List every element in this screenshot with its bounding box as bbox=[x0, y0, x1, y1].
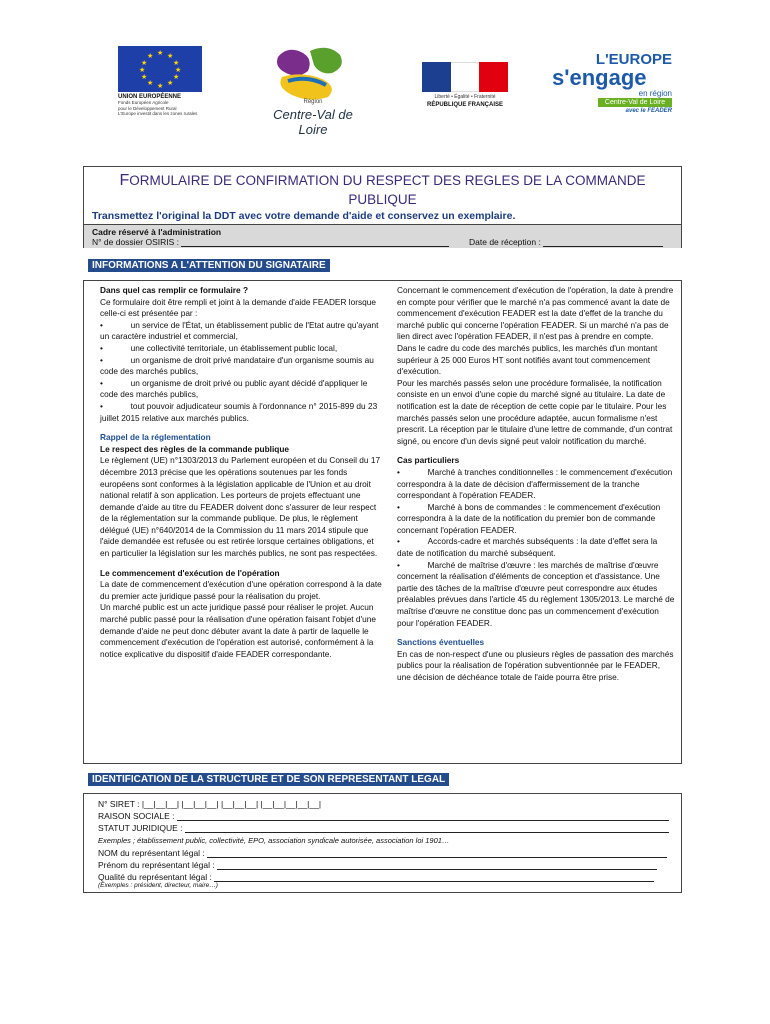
statut-row bbox=[98, 823, 669, 833]
admin-reserved-area bbox=[84, 224, 681, 248]
q-title: Dans quel cas remplir ce formulaire ? bbox=[100, 285, 249, 295]
french-flag-icon bbox=[422, 62, 508, 92]
cp-bullet-4: • Marché de maîtrise d'œuvre : les marchés de maîtrise d'œuvre concernent la réalisation d'éléments de conception et d'assistance. Une partie des tâches de la maîtrise d'œuvre peut correspondre aux études préalables prévues dans l'article 45 du règlement 1305/2013. Le marché de maîtrise d'œuvre ne constitue donc pas un commencement d'exécution pour l'opération FEADER. bbox=[397, 559, 675, 628]
qualite-field[interactable] bbox=[214, 873, 654, 882]
q-bullet-1-text: un service de l'État, un établissement public de l'Etat autre qu'ayant un caractère industriel et commercial, bbox=[100, 319, 379, 342]
title-line2: PUBLIQUE bbox=[348, 192, 417, 207]
republic-name: RÉPUBLIQUE FRANÇAISE bbox=[426, 102, 503, 108]
title-line1: ORMULAIRE DE CONFIRMATION DU RESPECT DES REGLES DE LA COMMANDE bbox=[129, 173, 646, 188]
nom-label: NOM du représentant légal : bbox=[98, 848, 205, 858]
q-bullet-3: • un organisme de droit privé mandataire d'un organisme soumis au code des marchés publics, bbox=[100, 354, 374, 377]
form-subtitle: Transmettez l'original la DDT avec votre demande d'aide et conservez un exemplaire. bbox=[92, 210, 516, 222]
c-paragraph-2: Un marché public est un acte juridique passé pour réaliser le projet. Aucun marché public passé pour la réalisation d'une opération faisant l'objet d'une demande d'aide ne peut donc débuter avant la date à partir de laquelle le commencement d'exécution de l'opération est autorisé, conformément à la notice explicative du dispositif d'aide FEADER correspondante. bbox=[100, 602, 376, 659]
q-bullet-5-text: tout pouvoir adjudicateur soumis à l'ordonnance n° 2015-899 du 23 juillet 2015 relative aux marchés publics. bbox=[100, 400, 378, 423]
eu-sub2: pour le Développement Rural bbox=[118, 105, 177, 111]
s-paragraph: En cas de non-respect d'une ou plusieurs règles de passation des marchés publics pour la réalisation de l'opération subventionnée par le FEADER, une décision de déchéance totale de l'aide pourra être prise. bbox=[397, 648, 674, 682]
nom-row bbox=[98, 848, 667, 858]
engage-line1: L'EUROPE bbox=[595, 51, 672, 68]
r-p1: Concernant le commencement d'exécution de l'opération, la date à prendre en compte pour vérifier que le marché n'a pas commencé avant la date de commencement d'exécution FEADER est la date d'effet de la tranche du marché public qui concerne l'opération FEADER. Si un marché n'a pas de lien direct avec l'opération FEADER, il n'est pas à prendre en compte. bbox=[397, 285, 674, 342]
engage-line3: en région bbox=[638, 89, 672, 98]
form-title bbox=[84, 171, 681, 209]
r-title: Rappel de la réglementation bbox=[100, 432, 211, 443]
q-bullet-1: • un service de l'État, un établissement public de l'Etat autre qu'ayant un caractère industriel et commercial, bbox=[100, 319, 379, 342]
cp-bullet-2-text: Marché à bons de commandes : le commencement d'exécution correspondra à la date de la notification du premier bon de commande concernant l'opération FEADER. bbox=[397, 501, 661, 535]
q-bullet-5: • tout pouvoir adjudicateur soumis à l'ordonnance n° 2015-899 du 23 juillet 2015 relative aux marchés publics. bbox=[100, 400, 378, 423]
raison-row bbox=[98, 811, 669, 821]
osiris-row bbox=[92, 237, 449, 247]
eu-flag-icon: ★ ★ ★ ★ ★ ★ ★ ★ ★ ★ ★ ★ bbox=[118, 46, 202, 92]
eu-logo bbox=[118, 46, 204, 166]
info-heading: INFORMATIONS A L'ATTENTION DU SIGNATAIRE bbox=[88, 259, 330, 272]
q-bullet-2-text: une collectivité territoriale, un établissement public local, bbox=[130, 342, 338, 353]
reception-row bbox=[469, 237, 663, 247]
c-paragraph-1: La date de commencement d'exécution d'une opération correspond à la date du premier acte juridique passé pour la réalisation du projet. bbox=[100, 579, 382, 601]
republic-logo bbox=[422, 62, 508, 122]
c-title: Le commencement d'exécution de l'opération bbox=[100, 567, 280, 578]
eu-title: UNION EUROPÉENNE bbox=[118, 94, 182, 100]
statut-field[interactable] bbox=[185, 824, 669, 833]
identification-box bbox=[83, 793, 682, 893]
r-p3: Pour les marchés passés selon une procédure formalisée, la notification consiste en un envoi d'une copie du marché signé au titulaire. La date de notification est la date de réception de cette copie par le titulaire. Pour les marchés passés selon une procédure adaptée, aucun formalisme n'est prescrit. La réception par le titulaire d'une lettre de commande, d'un contrat signé, ou encore d'un devis signé peut valoir notification du marché. bbox=[397, 377, 673, 446]
region-small-label: Région bbox=[303, 99, 323, 105]
raison-label: RAISON SOCIALE : bbox=[98, 811, 175, 821]
qualite-label: Qualité du représentant légal : bbox=[98, 872, 212, 882]
osiris-label: N° de dossier OSIRIS : bbox=[92, 237, 180, 247]
q-bullet-4-text: un organisme de droit privé ou public ayant décidé d'appliquer le code des marchés publics, bbox=[100, 377, 368, 400]
info-right-column bbox=[397, 285, 675, 684]
siret-field[interactable]: N° SIRET : |__|__|__| |__|__|__| |__|__|__| |__|__|__|__|__| bbox=[98, 799, 322, 809]
qualite-row bbox=[98, 872, 654, 882]
q-bullet-3-text: un organisme de droit privé mandataire d'un organisme soumis au code des marchés publics, bbox=[100, 354, 374, 377]
r-p2: Dans le cadre du code des marchés publics, les marchés d'un montant supérieur à 25 000 Euros HT sont notifiés avant tout commencement d'exécution. bbox=[397, 342, 658, 377]
cp-bullet-3: • Accords-cadre et marchés subséquents : la date d'effet sera la date de notification du marché subséquent. bbox=[397, 536, 658, 559]
q-bullet-4: • un organisme de droit privé ou public ayant décidé d'appliquer le code des marchés publics, bbox=[100, 377, 368, 400]
identification-heading: IDENTIFICATION DE LA STRUCTURE ET DE SON REPRESENTANT LEGAL bbox=[88, 773, 449, 786]
info-box bbox=[83, 280, 682, 764]
region-logo bbox=[258, 45, 368, 135]
examples-statut: Exemples ; établissement public, collectivité, EPO, association syndicale autorisée, association loi 1901… bbox=[98, 836, 450, 845]
r-paragraph: Le règlement (UE) n°1303/2013 du Parlement européen et du Conseil du 17 décembre 2013 précise que les opérations soutenues par les fonds européens sont conformes à la législation applicable de l'Union et au droit national relatif à son application. Les porteurs de projets effectuant une demande d'aide au titre du FEADER doivent donc s'assurer de leur respect de la réglementation sur la commande publique. De plus, le règlement délégué (UE) n°640/2014 de la Commission du 11 mars 2014 stipule que l'aide demandée est refusée ou est retirée lorsque certaines obligations, et en particulier la législation sur les marchés publics, ne sont pas respectées. bbox=[100, 455, 381, 559]
region-shape-icon bbox=[258, 45, 368, 101]
title-box bbox=[83, 166, 682, 248]
reception-field[interactable] bbox=[543, 238, 663, 247]
q-intro: Ce formulaire doit être rempli et joint à la demande d'aide FEADER lorsque celle-ci est présentée par : bbox=[100, 296, 376, 319]
prenom-row bbox=[98, 860, 657, 870]
reception-label: Date de réception : bbox=[469, 237, 541, 247]
raison-field[interactable] bbox=[177, 812, 669, 821]
region-name: Centre-Val de Loire bbox=[273, 107, 353, 137]
europe-engage-logo bbox=[552, 52, 672, 142]
prenom-field[interactable] bbox=[217, 861, 657, 870]
engage-line5: avec le FEADER bbox=[625, 108, 672, 114]
reserved-label: Cadre réservé à l'administration bbox=[92, 227, 222, 237]
statut-label: STATUT JURIDIQUE : bbox=[98, 823, 183, 833]
cp-bullet-3-text: Accords-cadre et marchés subséquents : la date d'effet sera la date de notification du marché subséquent. bbox=[397, 536, 658, 559]
prenom-label: Prénom du représentant légal : bbox=[98, 860, 215, 870]
title-cap: F bbox=[119, 172, 130, 189]
logo-bar bbox=[0, 40, 770, 137]
eu-sub1: Fonds Européen Agricole bbox=[118, 100, 169, 105]
nom-field[interactable] bbox=[207, 849, 667, 858]
cp-bullet-1: • Marché à tranches conditionnelles : le commencement d'exécution correspondra à la date de décision d'affermissement de la tranche correspondant à l'opération FEADER. bbox=[397, 466, 673, 501]
eu-sub3: L'Europe investit dans les zones rurales bbox=[118, 111, 198, 116]
cp-bullet-1-text: Marché à tranches conditionnelles : le commencement d'exécution correspondra à la date de décision d'affermissement de la tranche correspondant à l'opération FEADER. bbox=[397, 466, 673, 501]
cp-bullet-2: • Marché à bons de commandes : le commencement d'exécution correspondra à la date de la notification du premier bon de commande concernant l'opération FEADER. bbox=[397, 501, 661, 535]
info-left-column bbox=[100, 285, 382, 660]
engage-line4: Centre-Val de Loire bbox=[598, 98, 672, 107]
cp-title: Cas particuliers bbox=[397, 455, 460, 466]
cp-bullet-4-text: Marché de maîtrise d'œuvre : les marchés de maîtrise d'œuvre concernent la réalisation d'éléments de conception et d'assistance. Une partie des tâches de la maîtrise d'œuvre peut correspondre aux études préalables prévues dans l'article 45 du règlement 1305/2013. Le marché de maîtrise d'œuvre ne constitue donc pas un commencement d'exécution pour l'opération FEADER. bbox=[397, 559, 675, 628]
s-title: Sanctions éventuelles bbox=[397, 637, 485, 648]
r-subtitle: Le respect des règles de la commande publique bbox=[100, 443, 290, 454]
osiris-field[interactable] bbox=[181, 238, 449, 247]
republic-motto: Liberté • Égalité • Fraternité bbox=[434, 94, 496, 100]
engage-line2: s'engage bbox=[552, 65, 647, 90]
q-bullet-2: • une collectivité territoriale, un établissement public local, bbox=[100, 342, 338, 353]
examples-qualite: (Exemples : président, directeur, maire…) bbox=[98, 882, 218, 889]
